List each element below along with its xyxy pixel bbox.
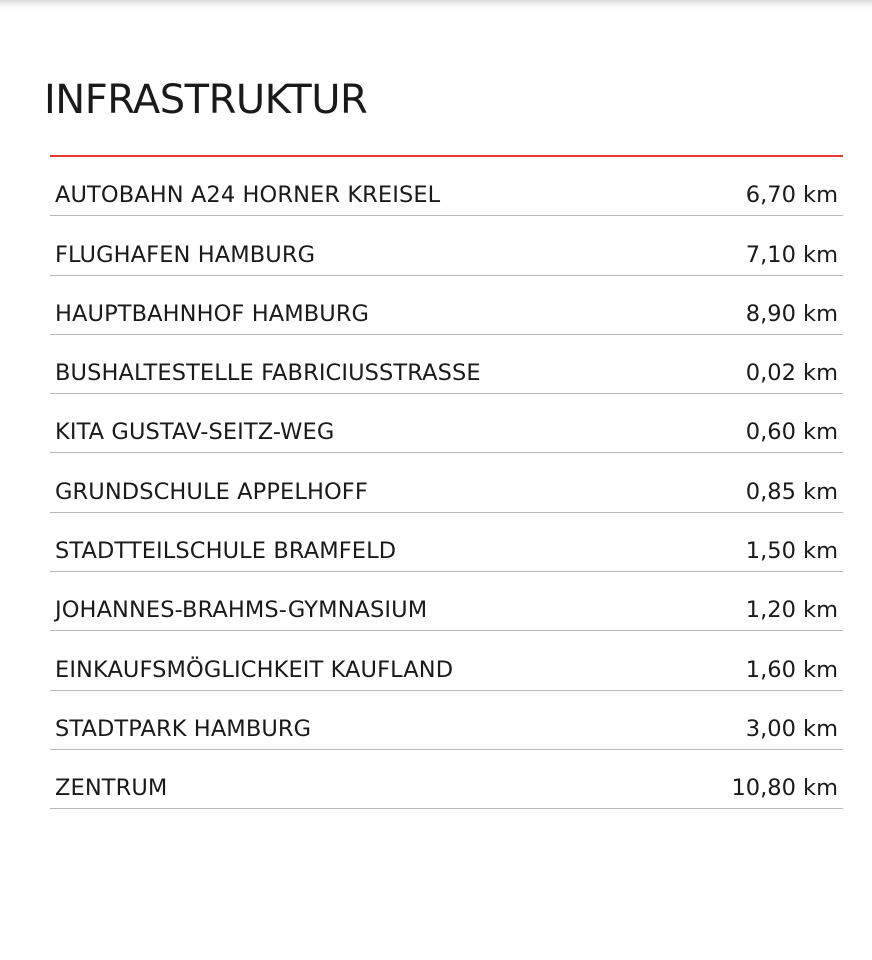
list-item xyxy=(50,453,843,512)
list-item xyxy=(50,157,843,216)
place-name: KITA GUSTAV-SEITZ-WEG xyxy=(55,419,335,446)
place-name: FLUGHAFEN HAMBURG xyxy=(55,241,316,268)
list-item xyxy=(50,691,843,750)
list-item xyxy=(50,631,843,690)
place-distance: 1,20 km xyxy=(745,597,838,624)
place-name: HAUPTBAHNHOF HAMBURG xyxy=(55,300,370,327)
place-distance: 10,80 km xyxy=(731,775,838,802)
list-item xyxy=(50,276,843,335)
place-name: BUSHALTESTELLE FABRICIUSSTRASSE xyxy=(55,360,481,387)
place-distance: 1,50 km xyxy=(745,538,838,565)
place-name: EINKAUFSMÖGLICHKEIT KAUFLAND xyxy=(55,656,454,683)
place-distance: 8,90 km xyxy=(745,300,838,327)
place-distance: 0,60 km xyxy=(745,419,838,446)
place-distance: 7,10 km xyxy=(745,241,838,268)
place-name: GRUNDSCHULE APPELHOFF xyxy=(55,478,368,505)
section-title: INFRASTRUKTUR xyxy=(44,77,368,123)
list-item xyxy=(50,750,843,809)
place-name: AUTOBAHN A24 HORNER KREISEL xyxy=(55,182,441,209)
place-name: STADTPARK HAMBURG xyxy=(55,715,312,742)
place-name: STADTTEILSCHULE BRAMFELD xyxy=(55,538,397,565)
place-distance: 0,85 km xyxy=(745,478,838,505)
list-item xyxy=(50,394,843,453)
place-distance: 1,60 km xyxy=(745,656,838,683)
place-name: JOHANNES-BRAHMS-GYMNASIUM xyxy=(55,597,428,624)
place-distance: 0,02 km xyxy=(745,360,838,387)
place-distance: 3,00 km xyxy=(745,715,838,742)
list-item xyxy=(50,216,843,275)
list-item xyxy=(50,572,843,631)
infrastructure-list xyxy=(50,157,843,809)
top-bar-shadow xyxy=(0,0,872,10)
list-item xyxy=(50,513,843,572)
place-distance: 6,70 km xyxy=(745,182,838,209)
place-name: ZENTRUM xyxy=(55,775,168,802)
list-item xyxy=(50,335,843,394)
